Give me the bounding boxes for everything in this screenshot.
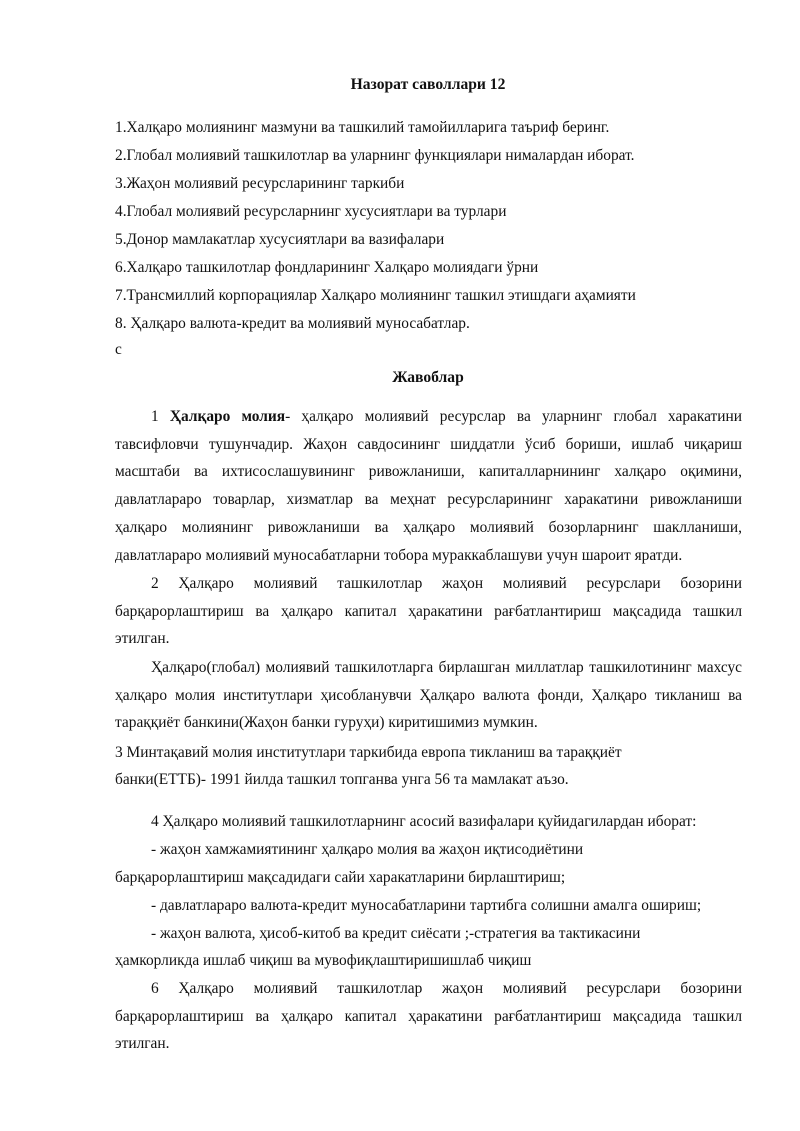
answer-3-line-2: банки(ЕТТБ)- 1991 йилда ташкил топганва унга 56 та мамлакат аъзо. (115, 771, 569, 788)
answer-4-item-3-line-2: ҳамкорликда ишлаб чиқиш ва мувофиқлаштиришишлаб чиқиш (115, 952, 532, 969)
answer-1-number: 1 (151, 408, 170, 425)
answer-4-item-3-line-1: - жаҳон валюта, ҳисоб-китоб ва кредит сиёсати ;-стратегия ва тактикасини (151, 925, 641, 942)
page-title: Назорат саволлари 12 (350, 76, 506, 93)
answer-4-item-1-line-2: барқарорлаштириш мақсадидаги сайи харакатларини бирлаштириш; (115, 869, 566, 886)
answers-heading: Жавоблар (392, 369, 464, 386)
answer-6-paragraph: 6 Ҳалқаро молиявий ташкилотлар жаҳон молиявий ресурслари бозорини барқарорлаштириш ва ҳалқаро капитал ҳаракатини рағбатлантириш мақсадида ташкил этилган. (115, 980, 742, 1053)
question-item: 3.Жаҳон молиявий ресурсларининг таркиби (115, 175, 405, 192)
question-item: 6.Халқаро ташкилотлар фондларининг Халқаро молиядаги ўрни (115, 259, 539, 276)
answer-2-paragraph: 2 Ҳалқаро молиявий ташкилотлар жаҳон молиявий ресурслари бозорини барқарорлаштириш ва ҳалқаро капитал ҳаракатини рағбатлантириш мақсадида ташкил этилган. (115, 575, 742, 648)
answer-1-text: - ҳалқаро молиявий ресурслар ва уларнинг глобал харакатини тавсифловчи тушунчадир. Жаҳон савдосининг шиддатли ўсиб бориши, ишлаб чиқариш масштаби ва ихтисослашувининг ривожланиши, капиталларнининг халқаро оқимини, давлатлараро товарлар, хизматлар ва меҳнат ресурсларининг харакатини ривожланиши ҳалқаро молиянинг ривожланиши ва ҳалқаро молиявий бозорларнинг шаклланиши, давлатлараро молиявий муносабатларни тобора мураккаблашуви учун шароит яратди. (115, 408, 742, 564)
answer-1-term: Ҳалқаро молия (169, 408, 286, 425)
answer-4-item-1-line-1: - жаҳон хамжамиятининг ҳалқаро молия ва жаҳон иқтисодиётини (151, 841, 584, 858)
answer-2b-paragraph: Ҳалқаро(глобал) молиявий ташкилотларга бирлашган миллатлар ташкилотининг махсус ҳалқаро молия институтлари ҳисобланувчи Ҳалқаро валюта фонди, Ҳалқаро тикланиш ва тараққиёт банкини(Жаҳон банки гуруҳи) киритишимиз мумкин. (115, 659, 742, 732)
answer-4-item-2: - давлатлараро валюта-кредит муносабатларини тартибга солишни амалга ошириш; (151, 897, 702, 914)
question-item: 8. Ҳалқаро валюта-кредит ва молиявий муносабатлар. (115, 315, 470, 332)
answer-1-paragraph (115, 403, 742, 569)
question-item: 4.Глобал молиявий ресурсларнинг хусусиятлари ва турлари (115, 203, 507, 220)
answer-3-line-1: 3 Минтақавий молия институтлари таркибида европа тикланиш ва тараққиёт (115, 744, 622, 761)
question-item: 7.Трансмиллий корпорациялар Халқаро молиянинг ташкил этишдаги аҳамияти (115, 287, 636, 304)
question-item: 1.Халқаро молиянинг мазмуни ва ташкилий тамойилларига таъриф беринг. (115, 119, 610, 136)
answer-4-intro: 4 Ҳалқаро молиявий ташкилотларнинг асосий вазифалари қуйидагилардан иборат: (151, 813, 697, 830)
stray-character: с (115, 341, 122, 358)
question-item: 2.Глобал молиявий ташкилотлар ва уларнинг функциялари нималардан иборат. (115, 147, 635, 164)
question-item: 5.Донор мамлакатлар хусусиятлари ва вазифалари (115, 231, 445, 248)
